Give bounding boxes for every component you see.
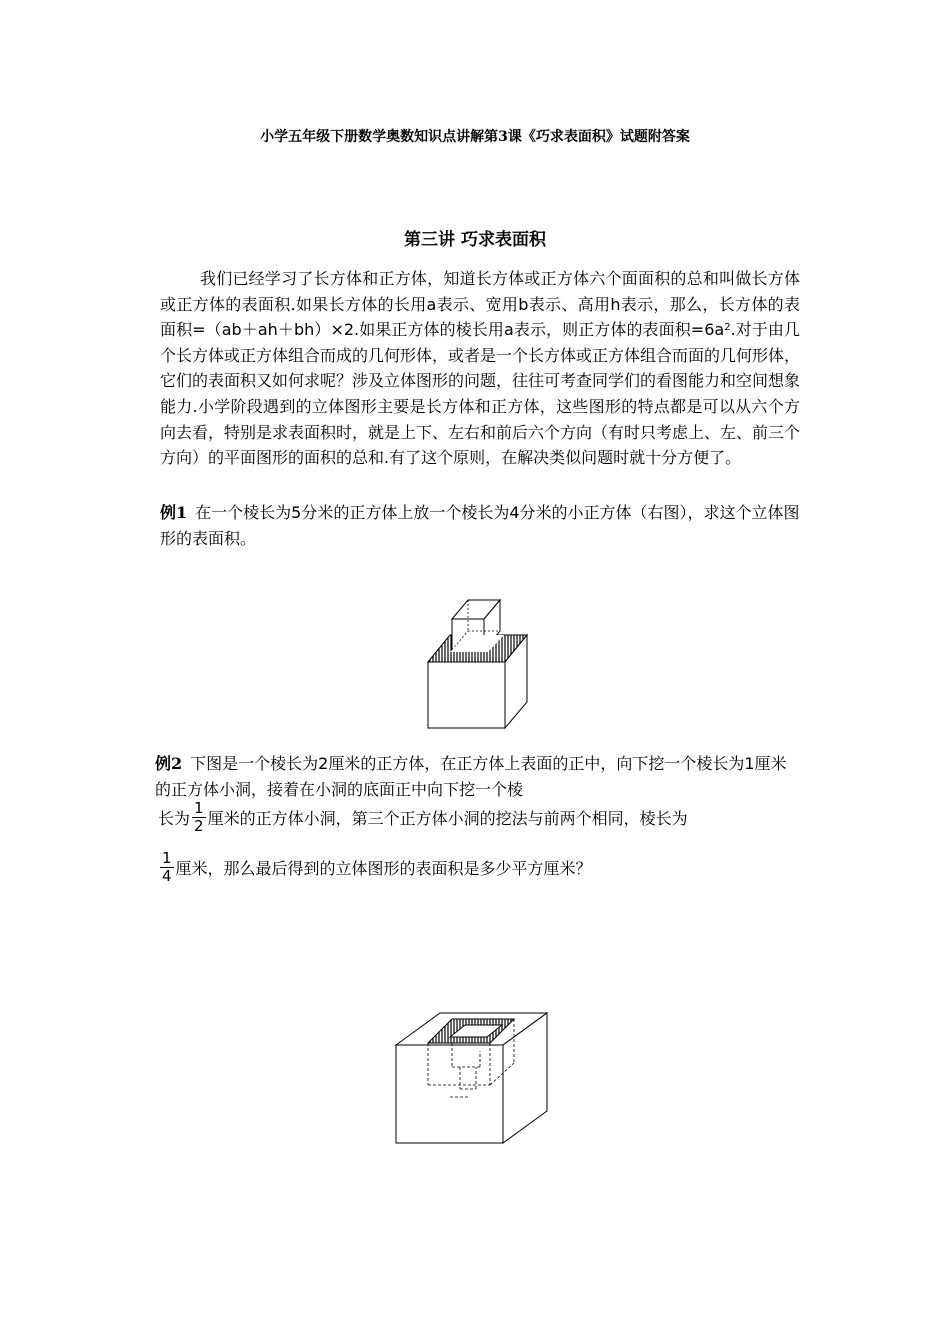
lecture-title: 第三讲 巧求表面积 xyxy=(404,230,546,250)
intro-superscript: 2 xyxy=(724,322,731,334)
example-2-text-b-pre: 长为 xyxy=(158,809,191,828)
figure-cube-with-holes xyxy=(390,1005,555,1150)
example-1-text: 在一个棱长为5分米的正方体上放一个棱长为4分米的小正方体（右图），求这个立体图形的表面积。 xyxy=(160,503,800,548)
example-2-text-a xyxy=(155,751,795,803)
example-1 xyxy=(160,500,800,552)
fraction-quarter xyxy=(160,850,174,885)
example-1-label: 例1 xyxy=(160,503,188,522)
intro-text-2: .对于由几个长方体或正方体组合而成的几何形体，或者是一个长方体或正方体组合而面的几何形体，它们的表面积又如何求呢？涉及立体图形的问题，往往可考查同学们的看图能力和空间想象能力.小学阶段遇到的立体图形主要是长方体和正方体，这些图形的特点都是可以从六个方向去看，特别是求表面积时，就是上下、左右和前后六个方向（有时只考虑上、左、前三个方向）的平面图形的面积的总和.有了这个原则，在解决类似问题时就十分方便了。 xyxy=(160,320,801,468)
frac1-numerator: 1 xyxy=(194,799,204,817)
fraction-half xyxy=(192,800,206,835)
example-2-line-b xyxy=(158,800,688,835)
frac2-denominator: 4 xyxy=(162,867,172,885)
example-2-line-a: 下图是一个棱长为2厘米的正方体，在正方体上表面的正中，向下挖一个棱长为1厘米的正方体小洞，接着在小洞的底面正中向下挖一个棱 xyxy=(155,754,787,799)
frac1-denominator: 2 xyxy=(194,817,204,835)
example-2-label: 例2 xyxy=(155,754,183,773)
frac2-numerator: 1 xyxy=(162,849,172,867)
document-title: 小学五年级下册数学奥数知识点讲解第3课《巧求表面积》试题附答案 xyxy=(260,129,690,145)
example-2-text-b-post: 厘米的正方体小洞，第三个正方体小洞的挖法与前两个相同，棱长为 xyxy=(207,809,688,828)
intro-text-1: 我们已经学习了长方体和正方体，知道长方体或正方体六个面面积的总和叫做长方体或正方体的表面积.如果长方体的长用a表示、宽用b表示、高用h表示，那么，长方体的表面积=（ab＋ah＋bh）×2.如果正方体的棱长用a表示，则正方体的表面积=6a xyxy=(160,269,800,340)
example-2-line-c xyxy=(158,850,592,885)
intro-paragraph xyxy=(160,266,800,471)
figure-stacked-cubes xyxy=(420,595,550,735)
example-2-text-c: 厘米，那么最后得到的立体图形的表面积是多少平方厘米？ xyxy=(175,859,592,878)
